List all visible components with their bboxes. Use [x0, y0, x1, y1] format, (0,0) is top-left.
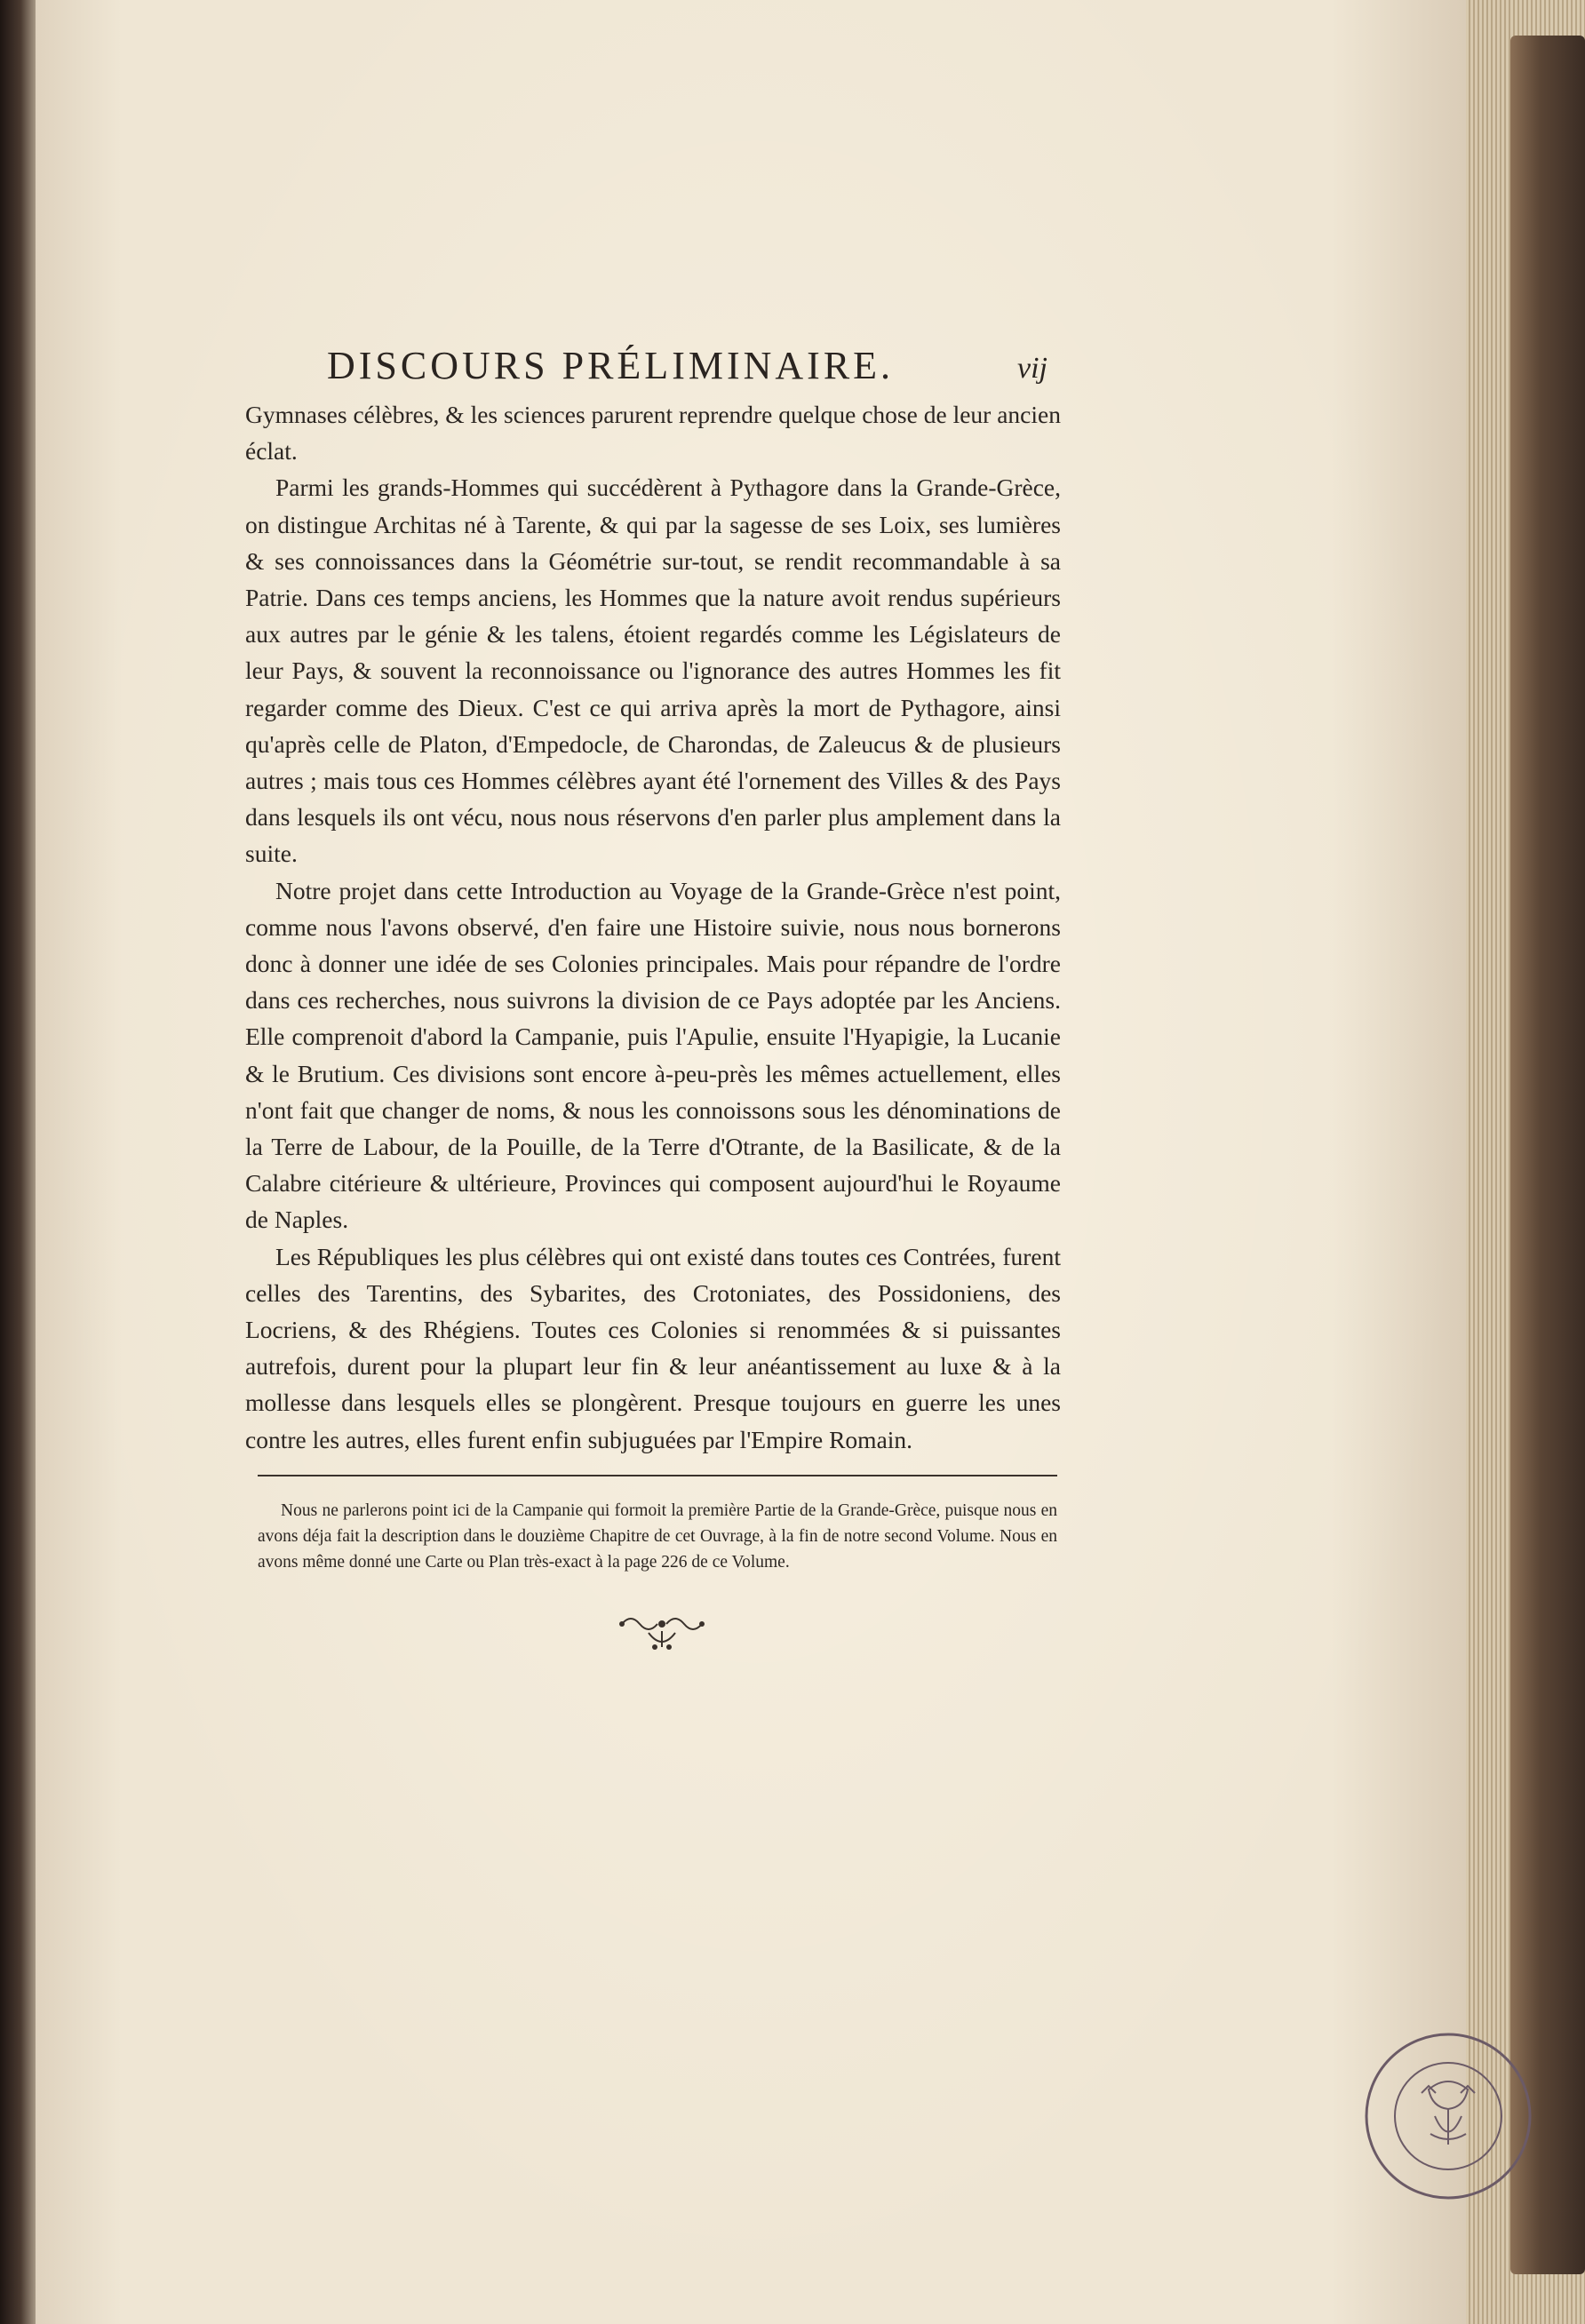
paragraph-3: Notre projet dans cette Introduction au Voyage de la Grande-Grèce n'est point, comme nous l'avons observé, d'en faire une Histoire suivie, nous nous bornerons donc à donner une idée de ses Colonies principales. Mais pour répandre de l'ordre dans ces recherches, nous suivrons la division de ce Pays adoptée par les Anciens. Elle comprenoit d'abord la Campanie, puis l'Apulie, ensuite l'Hyapigie, la Lucanie & le Brutium. Ces divisions sont encore à-peu-près les mêmes actuellement, elles n'ont fait que changer de noms, & nous les connoissons sous les dénominations de la Terre de Labour, de la Pouille, de la Terre d'Otrante, de la Basilicate, & de la Calabre citérieure & ultérieure, Provinces qui composent aujourd'hui le Royaume de Naples. [245, 876, 1061, 1234]
footnote [258, 1498, 1057, 1575]
paragraph-4: Les Républiques les plus célèbres qui ont existé dans toutes ces Contrées, furent celles des Tarentins, des Sybarites, des Crotoniates, des Possidoniens, des Locriens, & des Rhégiens. Toutes ces Colonies si renommées & si puissantes autrefois, durent pour la plupart leur fin & leur anéantissement au luxe & à la mollesse dans lesquels elles se plongèrent. Presque toujours en guerre les unes contre les autres, elles furent enfin subjuguées par l'Empire Romain. [245, 1242, 1061, 1453]
page-number: vij [1017, 352, 1047, 385]
body-text [245, 396, 1061, 1458]
paragraph-2: Parmi les grands-Hommes qui succédèrent à Pythagore dans la Grande-Grèce, on distingue Architas né à Tarente, & qui par la sagesse de ses Loix, ses lumières & ses connoissances dans la Géométrie sur-tout, se rendit recommandable à sa Patrie. Dans ces temps anciens, les Hommes que la nature avoit rendus supérieurs aux autres par le génie & les talens, étoient regardés comme les Législateurs de leur Pays, & souvent la reconnoissance ou l'ignorance des autres Hommes les fit regarder comme des Dieux. C'est ce qui arriva après la mort de Pythagore, ainsi qu'après celle de Platon, d'Empedocle, de Charondas, de Zaleucus & de plusieurs autres ; mais tous ces Hommes célèbres ayant été l'ornement des Villes & des Pays dans lesquels ils ont vécu, nous nous réservons d'en parler plus amplement dans la suite. [245, 474, 1061, 868]
fleuron-ornament-icon [613, 1606, 711, 1656]
page-title: DISCOURS PRÉLIMINAIRE. [327, 344, 895, 387]
library-stamp-icon [1359, 2027, 1537, 2205]
footnote-text: Nous ne parlerons point ici de la Campanie qui formoit la première Partie de la Grande-Grèce, puisque nous en avons déja fait la description dans le douzième Chapitre de cet Ouvrage, à la fin de notre second Volume. Nous en avons même donné une Carte ou Plan très-exact à la page 226 de ce Volume. [258, 1501, 1057, 1572]
footnote-divider [258, 1475, 1057, 1476]
paragraph-1: Gymnases célèbres, & les sciences parurent reprendre quelque chose de leur ancien éclat. [245, 401, 1061, 466]
page-header [327, 343, 1055, 388]
book-right-edge [1466, 0, 1585, 2324]
